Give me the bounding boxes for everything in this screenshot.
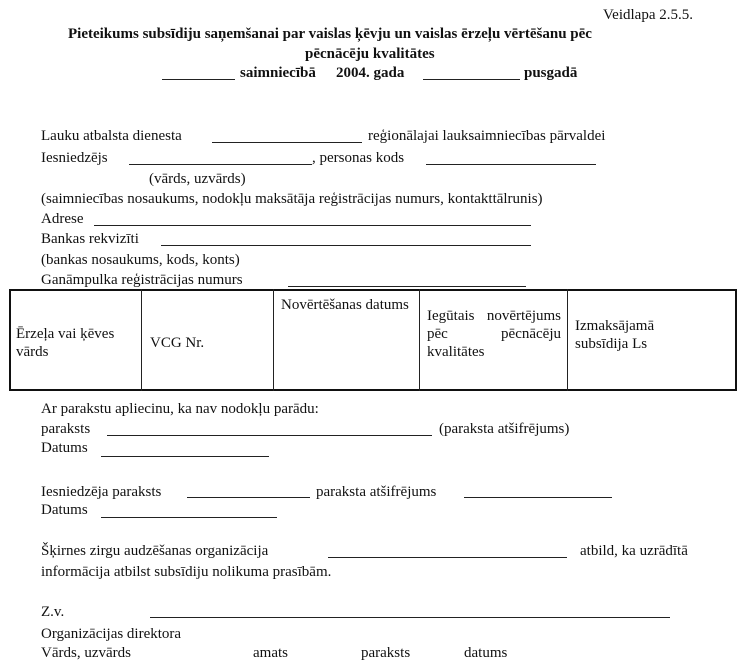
declaration-signature-decode: (paraksta atšifrējums) (439, 421, 570, 437)
applicant-date-field[interactable] (101, 517, 277, 518)
declaration-signature-field[interactable] (107, 435, 432, 436)
form-title-half: pusgadā (524, 65, 578, 81)
personal-code-field[interactable] (426, 164, 596, 165)
bank-field[interactable] (161, 245, 531, 246)
herd-label: Ganāmpulka reģistrācijas numurs (41, 272, 243, 288)
director-label: Organizācijas direktora (41, 626, 182, 642)
applicant-label: Iesniedzējs (41, 150, 108, 166)
organization-responsible-b: informācija atbilst subsīdiju nolikuma prasībām. (41, 564, 332, 580)
herd-field[interactable] (288, 286, 526, 287)
farm-hint: (saimniecības nosaukums, nodokļu maksātāja reģistrācijas numurs, kontakttālrunis) (41, 191, 543, 207)
organization-label: Šķirnes zirgu audzēšanas organizācija (41, 543, 269, 559)
header-horse-name: Ērzeļa vai ķēves vārds (16, 326, 115, 360)
address-field[interactable] (94, 225, 531, 226)
footer-date: datums (464, 645, 508, 661)
stamp-label: Z.v. (41, 604, 65, 620)
director-field[interactable] (150, 617, 670, 618)
form-title-year: 2004. gada (336, 65, 405, 81)
form-title-line2: pēcnācēju kvalitātes (305, 46, 435, 62)
half-year-field[interactable] (423, 79, 520, 80)
applicant-date-label: Datums (41, 502, 88, 518)
name-hint: (vārds, uzvārds) (149, 171, 246, 187)
declaration-date-label: Datums (41, 440, 88, 456)
col-divider-4 (567, 289, 568, 391)
applicant-signature-label: Iesniedzēja paraksts (41, 484, 162, 500)
personal-code-label: , personas kods (312, 150, 405, 166)
applicant-field[interactable] (129, 164, 312, 165)
footer-signature: paraksts (361, 645, 411, 661)
declaration-date-field[interactable] (101, 456, 269, 457)
applicant-decode-label: paraksta atšifrējums (316, 484, 437, 500)
address-label: Adrese (41, 211, 84, 227)
service-field[interactable] (212, 142, 362, 143)
header-subsidy-amount: Izmaksājamā subsīdija Ls (575, 318, 655, 352)
applicant-signature-field[interactable] (187, 497, 310, 498)
declaration-signature-label: paraksts (41, 421, 91, 437)
declaration-statement: Ar parakstu apliecinu, ka nav nodokļu parādu: (41, 401, 319, 417)
footer-name: Vārds, uzvārds (41, 645, 131, 661)
form-title-farm: saimniecībā (240, 65, 316, 81)
bank-hint: (bankas nosaukums, kods, konts) (41, 252, 240, 268)
form-title-line1: Pieteikums subsīdiju saņemšanai par vaislas ķēvju un vaislas ērzeļu vērtēšanu pēc (68, 26, 592, 42)
organization-field[interactable] (328, 557, 567, 558)
col-divider-2 (273, 289, 274, 391)
footer-position: amats (253, 645, 288, 661)
bank-label: Bankas rekvizīti (41, 231, 139, 247)
col-divider-1 (141, 289, 142, 391)
farm-name-field[interactable] (162, 79, 235, 80)
header-evaluation-result: Iegūtais novērtējums pēc pēcnācēju kvalitātes (427, 308, 561, 360)
region-label: reģionālajai lauksaimniecības pārvaldei (368, 128, 606, 144)
applicant-decode-field[interactable] (464, 497, 612, 498)
header-vcg-number: VCG Nr. (150, 335, 205, 351)
service-label: Lauku atbalsta dienesta (41, 128, 182, 144)
header-evaluation-date: Novērtēšanas datums (281, 297, 409, 313)
form-variant: Veidlapa 2.5.5. (603, 7, 693, 23)
col-divider-3 (419, 289, 420, 391)
organization-responsible-a: atbild, ka uzrādītā (580, 543, 688, 559)
